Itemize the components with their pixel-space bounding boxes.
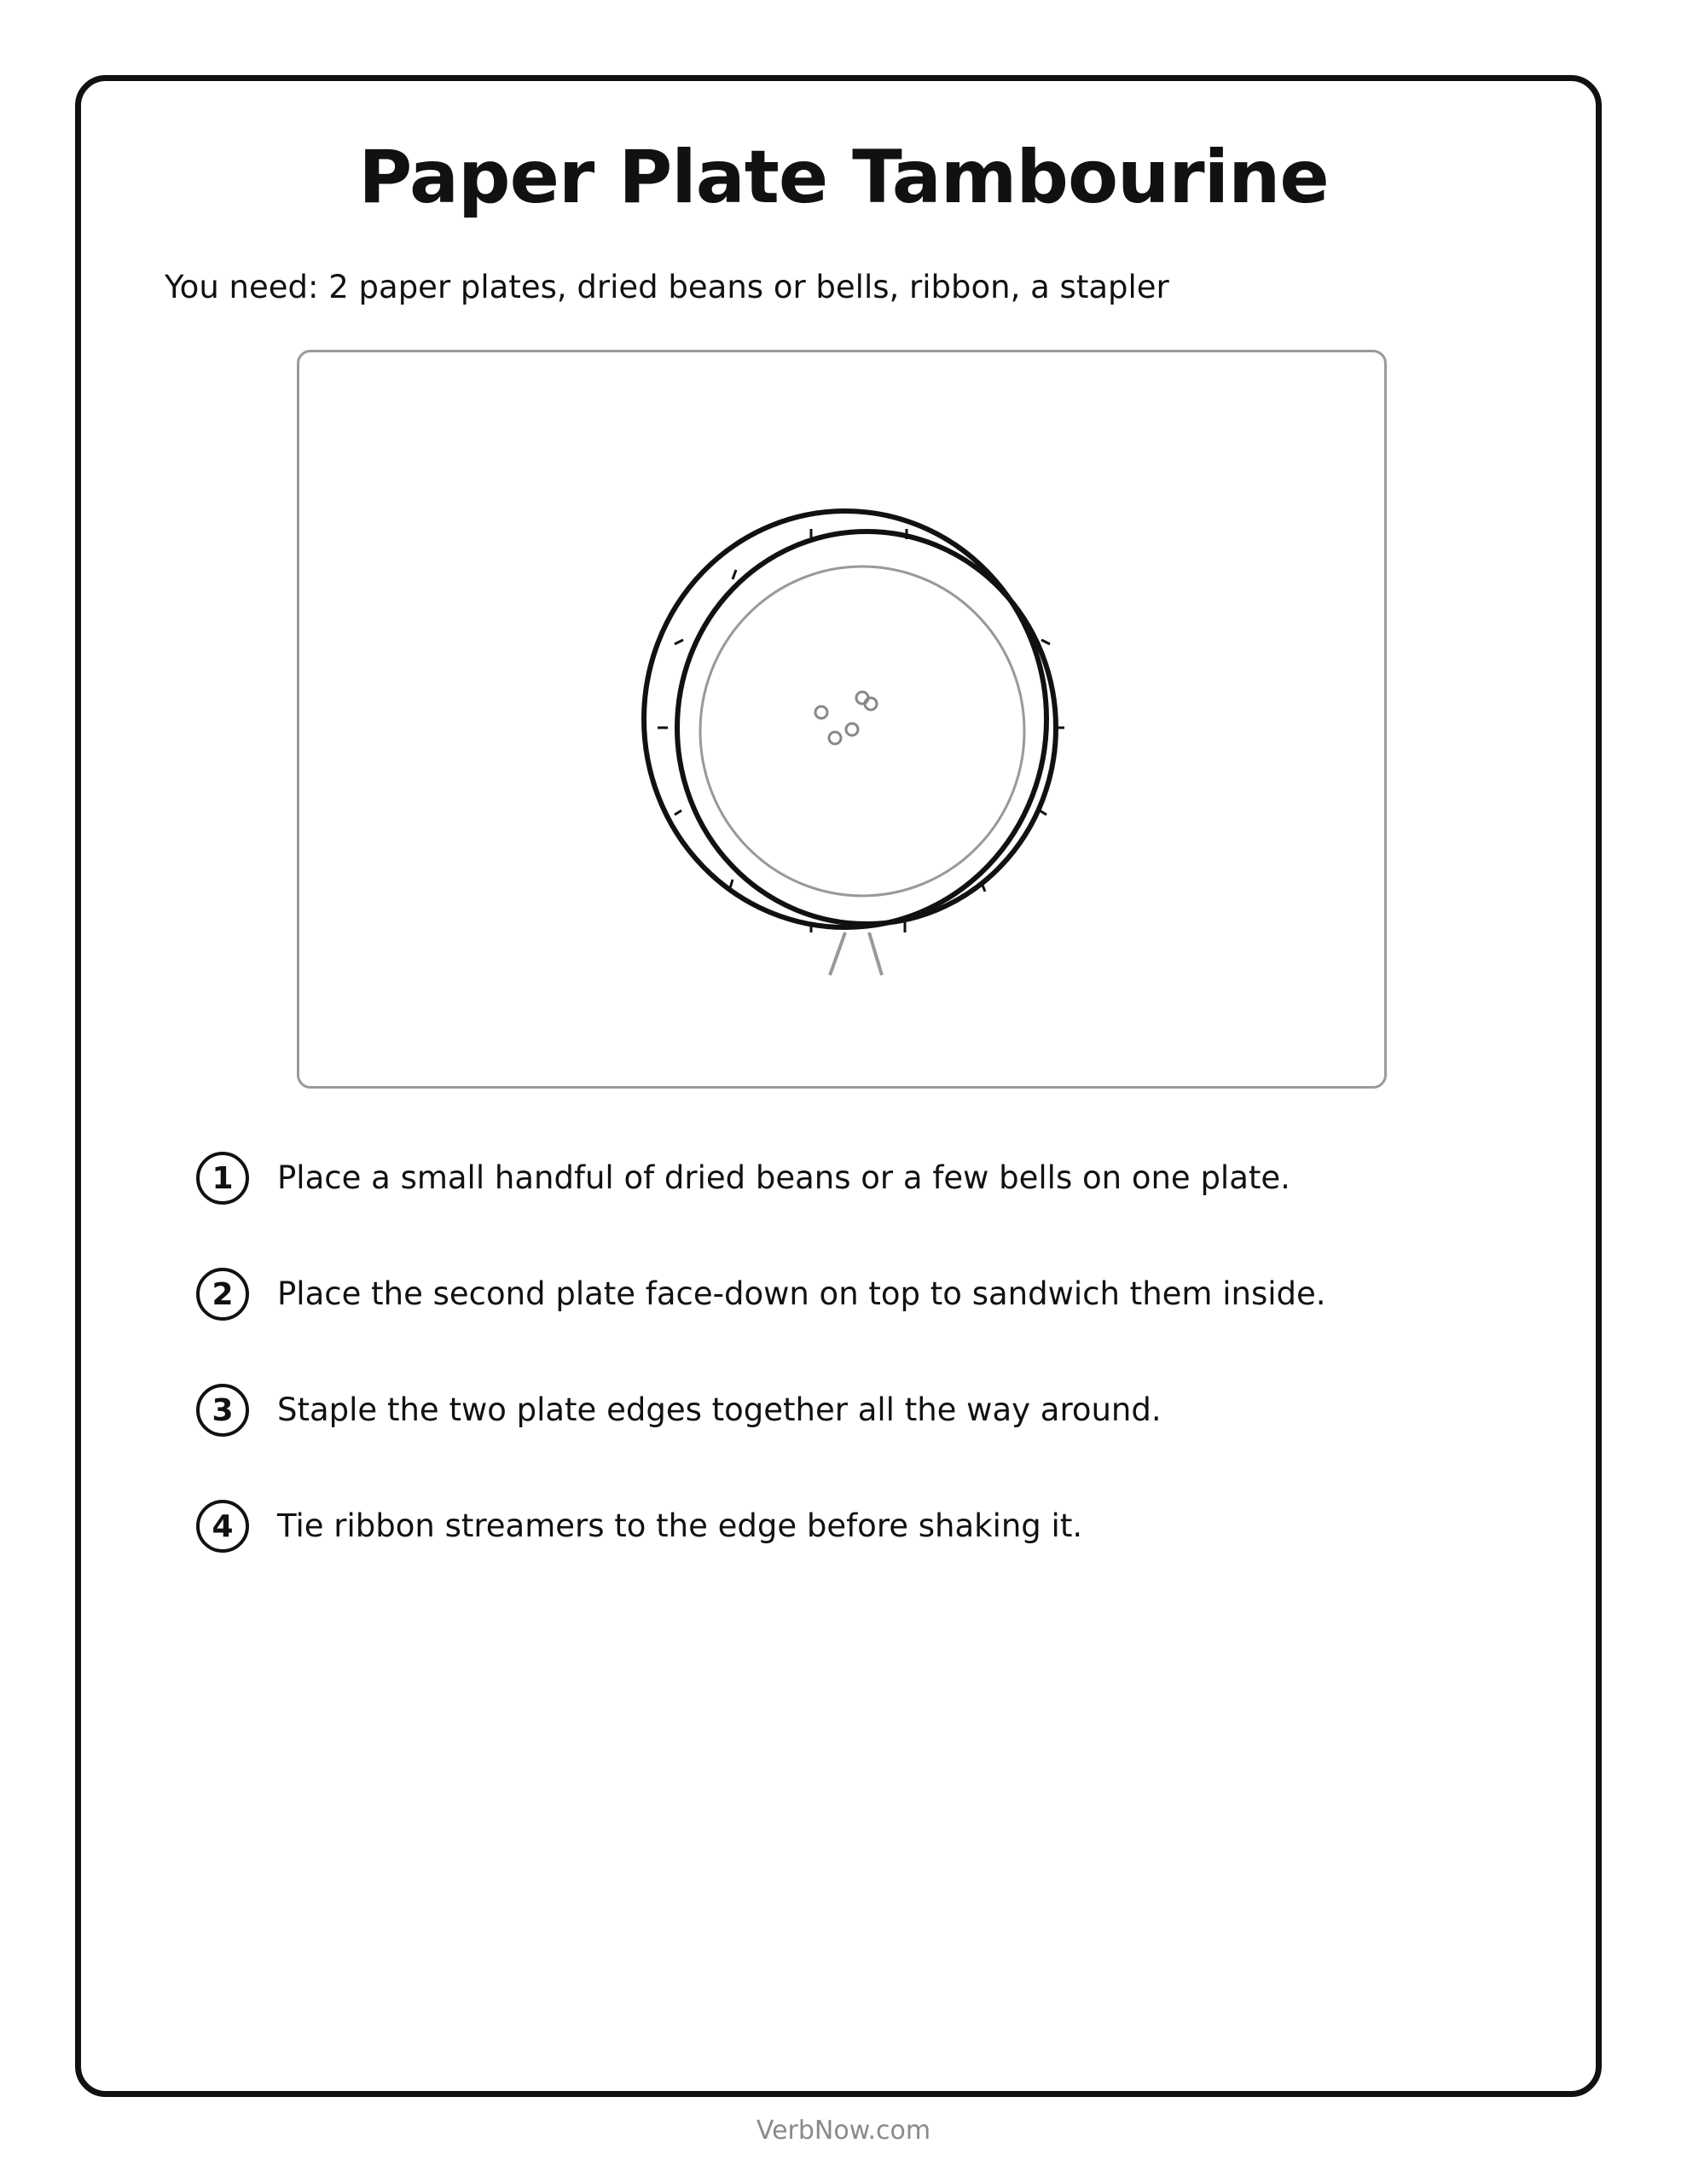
tambourine-illustration-icon	[299, 352, 1384, 1086]
illustration-frame	[297, 350, 1387, 1089]
step-text: Tie ribbon streamers to the edge before shaking it.	[277, 1507, 1083, 1544]
step-text: Place the second plate face-down on top to sandwich them inside.	[277, 1275, 1326, 1312]
step-number-badge: 4	[196, 1500, 249, 1553]
step-number-badge: 3	[196, 1384, 249, 1437]
step-item	[196, 1384, 1475, 1443]
beans	[815, 692, 877, 744]
step-item	[196, 1268, 1475, 1327]
ribbon-streamers	[830, 932, 882, 975]
step-item	[196, 1500, 1475, 1560]
step-text: Place a small handful of dried beans or a few bells on one plate.	[277, 1159, 1290, 1196]
footer-credit: VerbNow.com	[756, 2116, 931, 2146]
step-text: Staple the two plate edges together all the way around.	[277, 1391, 1162, 1428]
supplies-list: You need: 2 paper plates, dried beans or bells, ribbon, a stapler	[165, 269, 1169, 305]
step-number-badge: 1	[196, 1152, 249, 1205]
step-number-badge: 2	[196, 1268, 249, 1321]
steps-list	[196, 1152, 1475, 1616]
inner-rim	[700, 566, 1024, 896]
front-plate	[677, 531, 1056, 924]
step-item	[196, 1152, 1475, 1211]
page-title: Paper Plate Tambourine	[358, 135, 1329, 220]
